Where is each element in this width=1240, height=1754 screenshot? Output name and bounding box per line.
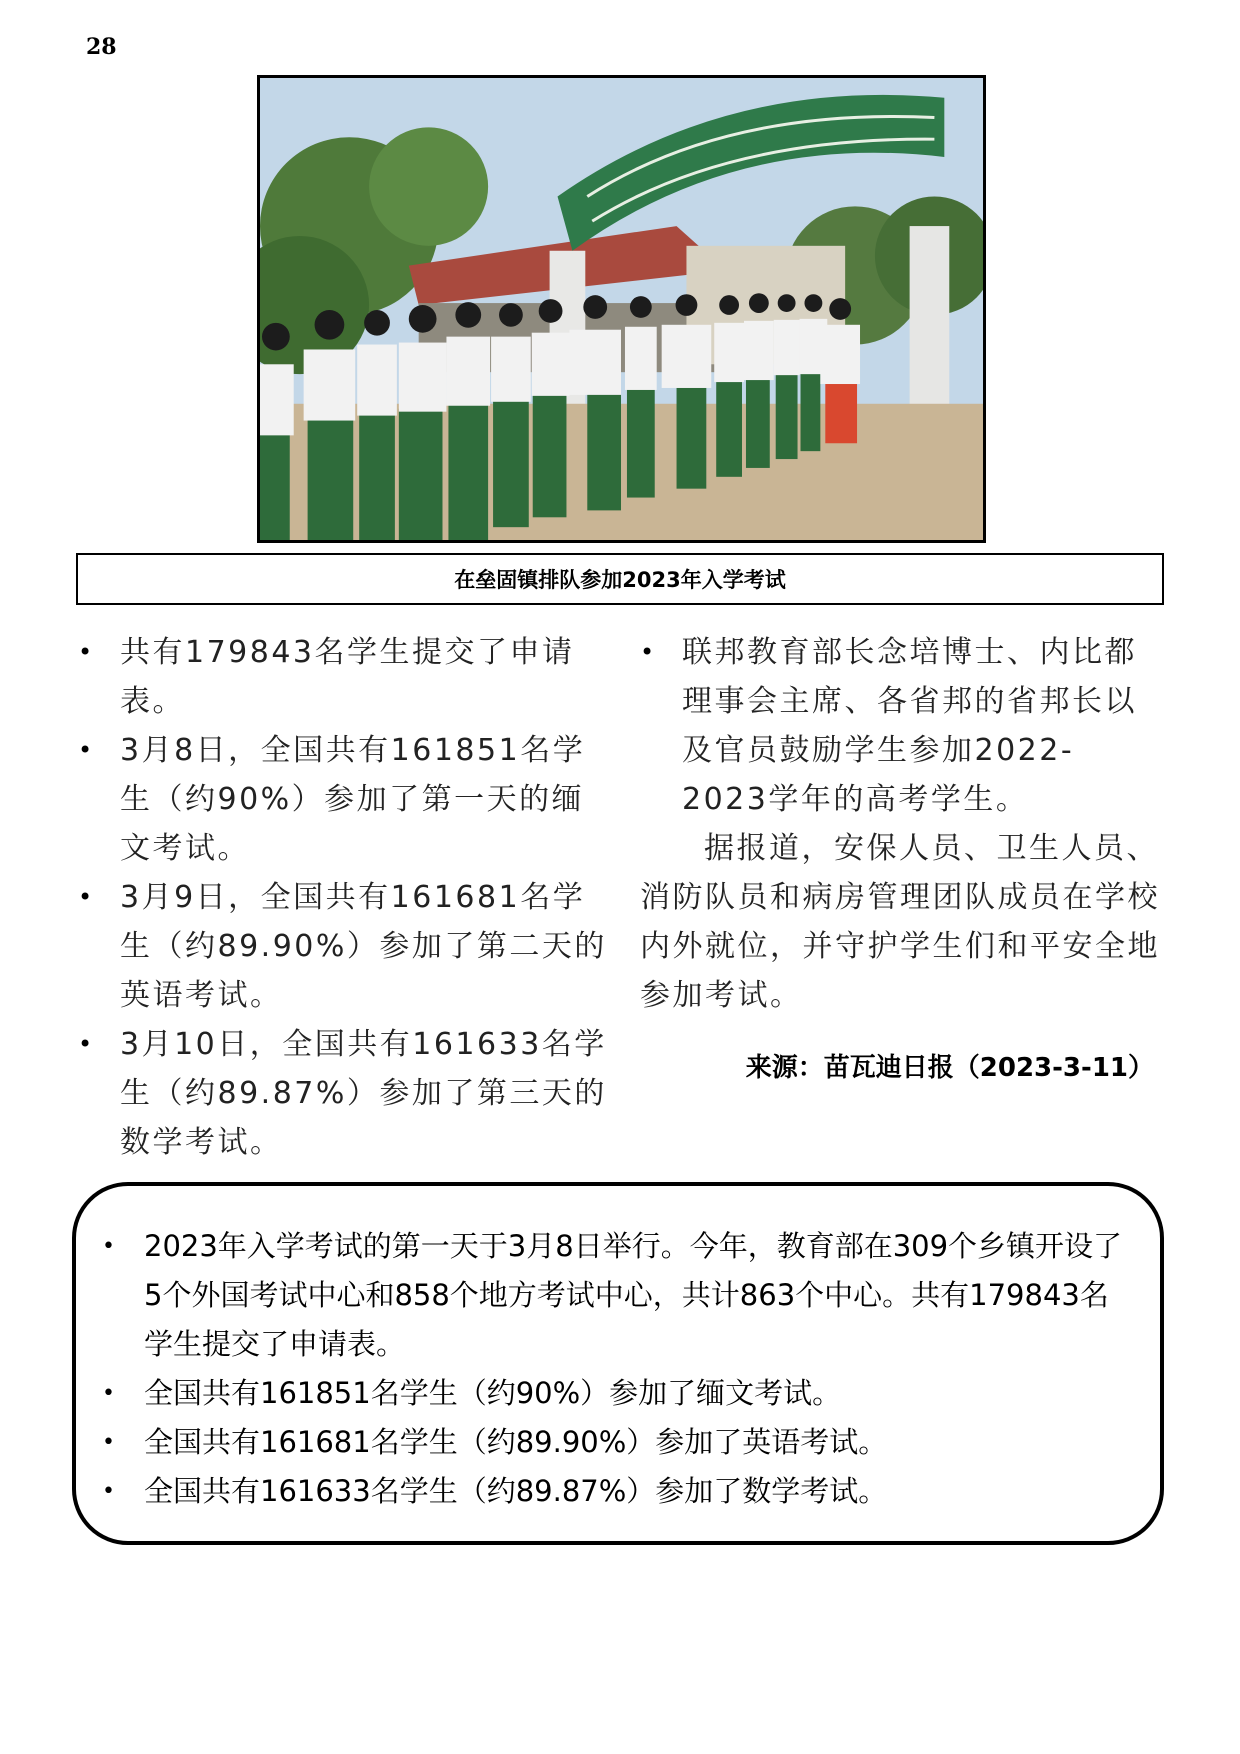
list-item: • 全国共有161851名学生（约90%）参加了缅文考试。 xyxy=(102,1369,1134,1418)
left-column xyxy=(78,628,608,1167)
summary-box xyxy=(72,1182,1164,1545)
list-item: • 3月9日，全国共有161681名学生（约89.90%）参加了第二天的英语考试。 xyxy=(78,873,608,1020)
left-bullet-list xyxy=(78,628,608,1167)
photo-students-queue xyxy=(257,75,986,543)
body-paragraph: 据报道，安保人员、卫生人员、消防队员和病房管理团队成员在学校内外就位，并守护学生们和平安全地参加考试。 xyxy=(640,831,1160,1013)
list-item: • 联邦教育部长念培博士、内比都理事会主席、各省邦的省邦长以及官员鼓励学生参加2022-2023学年的高考学生。 xyxy=(640,628,1160,824)
right-column xyxy=(640,628,1160,1093)
page-number: 28 xyxy=(86,34,117,60)
list-item: • 3月10日，全国共有161633名学生（约89.87%）参加了第三天的数学考试。 xyxy=(78,1020,608,1167)
photo-students-queue-icon xyxy=(260,78,983,540)
list-item: • 全国共有161633名学生（约89.87%）参加了数学考试。 xyxy=(102,1467,1134,1516)
list-item: • 全国共有161681名学生（约89.90%）参加了英语考试。 xyxy=(102,1418,1134,1467)
list-item: • 3月8日，全国共有161851名学生（约90%）参加了第一天的缅文考试。 xyxy=(78,726,608,873)
summary-bullet-list xyxy=(102,1222,1134,1516)
source-citation: 来源：苗瓦迪日报（2023-3-11） xyxy=(745,1053,1154,1083)
photo-caption: 在垒固镇排队参加2023年入学考试 xyxy=(76,553,1164,605)
list-item: • 共有179843名学生提交了申请表。 xyxy=(78,628,608,726)
right-bullet-list xyxy=(640,628,1160,824)
list-item: • 2023年入学考试的第一天于3月8日举行。今年，教育部在309个乡镇开设了5个外国考试中心和858个地方考试中心，共计863个中心。共有179843名学生提交了申请表。 xyxy=(102,1222,1134,1369)
